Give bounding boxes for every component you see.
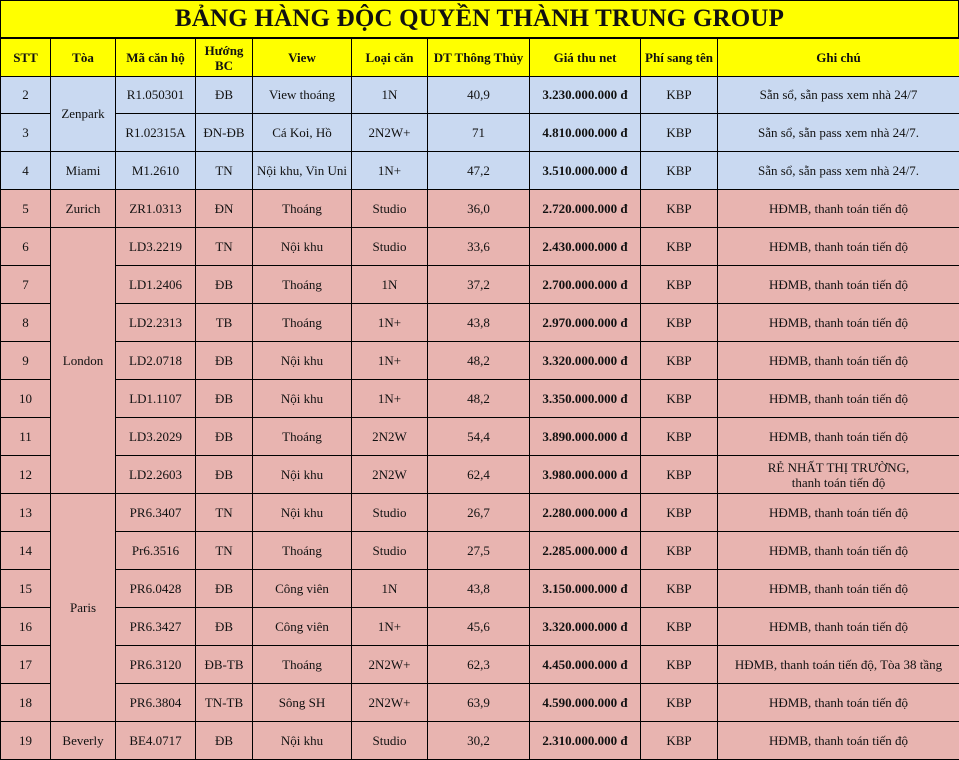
- header-phi: Phí sang tên: [641, 39, 718, 77]
- cell-huong: TB: [196, 304, 253, 342]
- cell-stt: 15: [1, 570, 51, 608]
- cell-loai: 2N2W+: [352, 684, 428, 722]
- cell-ma-can: PR6.3427: [116, 608, 196, 646]
- header-toa: Tòa: [51, 39, 116, 77]
- cell-view: Nội khu: [253, 456, 352, 494]
- cell-stt: 10: [1, 380, 51, 418]
- cell-view: Thoáng: [253, 266, 352, 304]
- table-row: [1, 570, 959, 608]
- header-row: [1, 39, 959, 77]
- cell-phi: KBP: [641, 418, 718, 456]
- cell-toa: Miami: [51, 152, 116, 190]
- cell-phi: KBP: [641, 114, 718, 152]
- cell-loai: 2N2W: [352, 456, 428, 494]
- cell-huong: ĐN-ĐB: [196, 114, 253, 152]
- cell-dt: 54,4: [428, 418, 530, 456]
- cell-loai: 1N+: [352, 304, 428, 342]
- header-loai-can: Loại căn: [352, 39, 428, 77]
- sheet-title: BẢNG HÀNG ĐỘC QUYỀN THÀNH TRUNG GROUP: [0, 0, 959, 38]
- cell-loai: 2N2W+: [352, 114, 428, 152]
- table-row: [1, 722, 959, 760]
- cell-toa: Beverly: [51, 722, 116, 760]
- cell-gia: 2.970.000.000 đ: [530, 304, 641, 342]
- cell-huong: ĐB: [196, 266, 253, 304]
- cell-phi: KBP: [641, 266, 718, 304]
- header-ma-can: Mã căn hộ: [116, 39, 196, 77]
- cell-loai: Studio: [352, 532, 428, 570]
- cell-toa: London: [51, 228, 116, 494]
- cell-huong: TN: [196, 494, 253, 532]
- cell-gia: 2.720.000.000 đ: [530, 190, 641, 228]
- cell-huong: ĐB: [196, 342, 253, 380]
- cell-dt: 36,0: [428, 190, 530, 228]
- cell-loai: Studio: [352, 190, 428, 228]
- cell-ma-can: PR6.3120: [116, 646, 196, 684]
- cell-ghi-chu: HĐMB, thanh toán tiến độ: [718, 684, 959, 722]
- cell-gia: 3.350.000.000 đ: [530, 380, 641, 418]
- cell-toa: Zenpark: [51, 77, 116, 152]
- cell-huong: ĐB: [196, 380, 253, 418]
- cell-loai: 1N+: [352, 608, 428, 646]
- cell-phi: KBP: [641, 532, 718, 570]
- cell-stt: 3: [1, 114, 51, 152]
- cell-view: Công viên: [253, 570, 352, 608]
- cell-ma-can: LD2.2603: [116, 456, 196, 494]
- table-row: [1, 418, 959, 456]
- cell-stt: 19: [1, 722, 51, 760]
- cell-ma-can: PR6.3804: [116, 684, 196, 722]
- cell-stt: 17: [1, 646, 51, 684]
- cell-phi: KBP: [641, 684, 718, 722]
- cell-stt: 18: [1, 684, 51, 722]
- cell-view: Thoáng: [253, 646, 352, 684]
- cell-ma-can: Pr6.3516: [116, 532, 196, 570]
- cell-huong: ĐN: [196, 190, 253, 228]
- table-row: [1, 646, 959, 684]
- table-row: [1, 456, 959, 494]
- cell-huong: ĐB: [196, 77, 253, 114]
- cell-phi: KBP: [641, 190, 718, 228]
- cell-stt: 13: [1, 494, 51, 532]
- cell-loai: 2N2W+: [352, 646, 428, 684]
- cell-loai: 1N: [352, 77, 428, 114]
- cell-dt: 40,9: [428, 77, 530, 114]
- cell-gia: 4.450.000.000 đ: [530, 646, 641, 684]
- cell-ghi-chu: HĐMB, thanh toán tiến độ: [718, 342, 959, 380]
- cell-huong: TN-TB: [196, 684, 253, 722]
- cell-view: Công viên: [253, 608, 352, 646]
- cell-loai: 2N2W: [352, 418, 428, 456]
- table-row: [1, 380, 959, 418]
- cell-stt: 12: [1, 456, 51, 494]
- cell-dt: 62,3: [428, 646, 530, 684]
- cell-huong: ĐB-TB: [196, 646, 253, 684]
- cell-phi: KBP: [641, 228, 718, 266]
- cell-loai: 1N+: [352, 342, 428, 380]
- cell-ghi-chu: Sẵn sổ, sẵn pass xem nhà 24/7: [718, 77, 959, 114]
- cell-toa: Zurich: [51, 190, 116, 228]
- cell-loai: Studio: [352, 494, 428, 532]
- cell-ma-can: ZR1.0313: [116, 190, 196, 228]
- cell-dt: 43,8: [428, 304, 530, 342]
- cell-ma-can: LD2.2313: [116, 304, 196, 342]
- cell-gia: 2.285.000.000 đ: [530, 532, 641, 570]
- cell-ma-can: LD3.2219: [116, 228, 196, 266]
- cell-stt: 14: [1, 532, 51, 570]
- cell-gia: 2.280.000.000 đ: [530, 494, 641, 532]
- cell-ma-can: LD1.1107: [116, 380, 196, 418]
- table-row: [1, 77, 959, 114]
- cell-dt: 27,5: [428, 532, 530, 570]
- cell-ghi-chu: HĐMB, thanh toán tiến độ: [718, 266, 959, 304]
- cell-ma-can: PR6.0428: [116, 570, 196, 608]
- cell-stt: 7: [1, 266, 51, 304]
- header-view: View: [253, 39, 352, 77]
- cell-ma-can: BE4.0717: [116, 722, 196, 760]
- cell-dt: 63,9: [428, 684, 530, 722]
- cell-view: Thoáng: [253, 190, 352, 228]
- cell-gia: 4.810.000.000 đ: [530, 114, 641, 152]
- cell-view: Cá Koi, Hồ: [253, 114, 352, 152]
- table-row: [1, 228, 959, 266]
- cell-gia: 3.230.000.000 đ: [530, 77, 641, 114]
- cell-ghi-chu: HĐMB, thanh toán tiến độ: [718, 418, 959, 456]
- cell-ghi-chu: [718, 456, 959, 494]
- cell-huong: ĐB: [196, 608, 253, 646]
- cell-toa: Paris: [51, 494, 116, 722]
- cell-phi: KBP: [641, 456, 718, 494]
- cell-gia: 4.590.000.000 đ: [530, 684, 641, 722]
- cell-ghi-chu: HĐMB, thanh toán tiến độ: [718, 532, 959, 570]
- header-gia: Giá thu net: [530, 39, 641, 77]
- cell-phi: KBP: [641, 380, 718, 418]
- cell-dt: 43,8: [428, 570, 530, 608]
- cell-view: View thoáng: [253, 77, 352, 114]
- cell-dt: 26,7: [428, 494, 530, 532]
- table-row: [1, 114, 959, 152]
- cell-view: Sông SH: [253, 684, 352, 722]
- cell-huong: ĐB: [196, 570, 253, 608]
- cell-gia: 3.320.000.000 đ: [530, 342, 641, 380]
- cell-view: Nội khu: [253, 380, 352, 418]
- cell-view: Thoáng: [253, 532, 352, 570]
- cell-gia: 3.150.000.000 đ: [530, 570, 641, 608]
- cell-ma-can: M1.2610: [116, 152, 196, 190]
- cell-phi: KBP: [641, 608, 718, 646]
- note-line-1: RẺ NHẤT THỊ TRƯỜNG,: [720, 460, 957, 475]
- cell-dt: 62,4: [428, 456, 530, 494]
- cell-huong: TN: [196, 228, 253, 266]
- cell-ghi-chu: HĐMB, thanh toán tiến độ: [718, 228, 959, 266]
- cell-stt: 8: [1, 304, 51, 342]
- cell-huong: TN: [196, 152, 253, 190]
- cell-loai: Studio: [352, 722, 428, 760]
- cell-gia: 3.890.000.000 đ: [530, 418, 641, 456]
- cell-dt: 48,2: [428, 380, 530, 418]
- cell-phi: KBP: [641, 304, 718, 342]
- table-row: [1, 342, 959, 380]
- table-row: [1, 494, 959, 532]
- cell-dt: 30,2: [428, 722, 530, 760]
- cell-gia: 2.430.000.000 đ: [530, 228, 641, 266]
- cell-loai: 1N+: [352, 152, 428, 190]
- cell-phi: KBP: [641, 570, 718, 608]
- cell-ma-can: R1.02315A: [116, 114, 196, 152]
- cell-ma-can: LD3.2029: [116, 418, 196, 456]
- cell-loai: 1N: [352, 570, 428, 608]
- cell-ma-can: LD1.2406: [116, 266, 196, 304]
- cell-stt: 2: [1, 77, 51, 114]
- cell-loai: 1N+: [352, 380, 428, 418]
- table-row: [1, 266, 959, 304]
- header-huong-bc: Hướng BC: [196, 39, 253, 77]
- cell-ghi-chu: Sẵn sổ, sẵn pass xem nhà 24/7.: [718, 114, 959, 152]
- cell-view: Nội khu: [253, 722, 352, 760]
- cell-ghi-chu: HĐMB, thanh toán tiến độ: [718, 494, 959, 532]
- cell-huong: ĐB: [196, 418, 253, 456]
- table-row: [1, 304, 959, 342]
- cell-phi: KBP: [641, 342, 718, 380]
- cell-stt: 11: [1, 418, 51, 456]
- cell-gia: 2.700.000.000 đ: [530, 266, 641, 304]
- table-row: [1, 190, 959, 228]
- header-ghi-chu: Ghi chú: [718, 39, 959, 77]
- listing-table: [0, 38, 959, 760]
- cell-view: Thoáng: [253, 304, 352, 342]
- cell-ghi-chu: HĐMB, thanh toán tiến độ: [718, 570, 959, 608]
- cell-dt: 37,2: [428, 266, 530, 304]
- cell-loai: Studio: [352, 228, 428, 266]
- cell-ma-can: PR6.3407: [116, 494, 196, 532]
- cell-dt: 47,2: [428, 152, 530, 190]
- cell-phi: KBP: [641, 152, 718, 190]
- table-row: [1, 684, 959, 722]
- cell-phi: KBP: [641, 77, 718, 114]
- cell-ghi-chu: HĐMB, thanh toán tiến độ: [718, 608, 959, 646]
- cell-ma-can: R1.050301: [116, 77, 196, 114]
- cell-stt: 16: [1, 608, 51, 646]
- cell-ghi-chu: HĐMB, thanh toán tiến độ: [718, 304, 959, 342]
- cell-stt: 9: [1, 342, 51, 380]
- cell-phi: KBP: [641, 646, 718, 684]
- cell-gia: 2.310.000.000 đ: [530, 722, 641, 760]
- table-row: [1, 152, 959, 190]
- cell-stt: 6: [1, 228, 51, 266]
- cell-view: Nội khu: [253, 494, 352, 532]
- cell-gia: 3.320.000.000 đ: [530, 608, 641, 646]
- cell-phi: KBP: [641, 494, 718, 532]
- cell-ghi-chu: HĐMB, thanh toán tiến độ, Tòa 38 tầng: [718, 646, 959, 684]
- cell-view: Nội khu: [253, 342, 352, 380]
- cell-loai: 1N: [352, 266, 428, 304]
- header-stt: STT: [1, 39, 51, 77]
- cell-huong: TN: [196, 532, 253, 570]
- cell-gia: 3.980.000.000 đ: [530, 456, 641, 494]
- cell-dt: 48,2: [428, 342, 530, 380]
- cell-gia: 3.510.000.000 đ: [530, 152, 641, 190]
- table-row: [1, 532, 959, 570]
- cell-ma-can: LD2.0718: [116, 342, 196, 380]
- cell-huong: ĐB: [196, 456, 253, 494]
- cell-ghi-chu: HĐMB, thanh toán tiến độ: [718, 380, 959, 418]
- cell-huong: ĐB: [196, 722, 253, 760]
- table-row: [1, 608, 959, 646]
- cell-ghi-chu: HĐMB, thanh toán tiến độ: [718, 722, 959, 760]
- cell-view: Nội khu, Vin Uni: [253, 152, 352, 190]
- cell-stt: 5: [1, 190, 51, 228]
- cell-view: Nội khu: [253, 228, 352, 266]
- cell-ghi-chu: HĐMB, thanh toán tiến độ: [718, 190, 959, 228]
- cell-view: Thoáng: [253, 418, 352, 456]
- cell-ghi-chu: Sẵn sổ, sẵn pass xem nhà 24/7.: [718, 152, 959, 190]
- cell-dt: 71: [428, 114, 530, 152]
- cell-dt: 33,6: [428, 228, 530, 266]
- cell-dt: 45,6: [428, 608, 530, 646]
- header-dt: DT Thông Thủy: [428, 39, 530, 77]
- note-line-2: thanh toán tiến độ: [720, 475, 957, 490]
- cell-phi: KBP: [641, 722, 718, 760]
- cell-stt: 4: [1, 152, 51, 190]
